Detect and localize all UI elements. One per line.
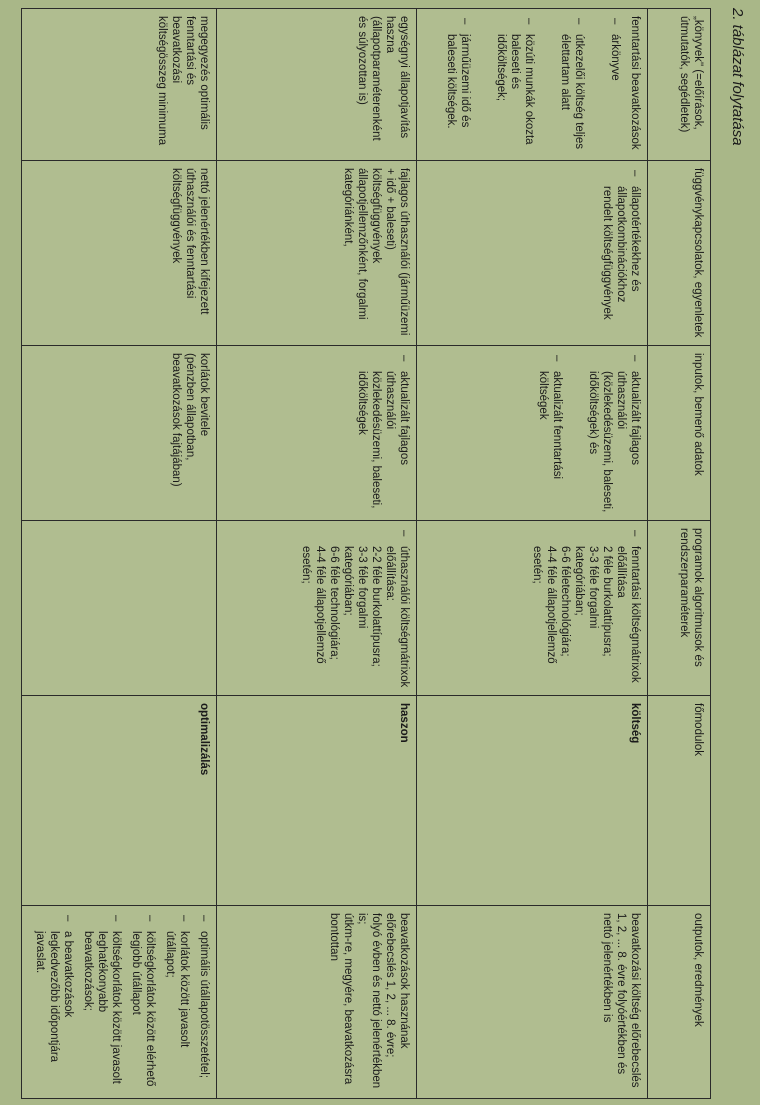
list-item: – a beavatkozások legkedvezőbb időpontjára javaslat.	[33, 913, 75, 1091]
table-cell	[417, 696, 648, 906]
table-cell	[417, 906, 648, 1099]
header-cell: outputok, eredmények	[648, 906, 711, 1099]
rotated-table-container	[31, 8, 711, 1098]
header-cell: inputok, bemenő adatok	[648, 346, 711, 521]
cell-text: fajlagos úthasználói (járműüzemi + idő + baleseti) költségfüggvények állapotjellemzőnként, forgalmi kategóriánként,	[342, 168, 410, 336]
cell-text: egységnyi állapotjavítás haszna (állapotparaméterenként és súlyozottan is)	[356, 16, 410, 141]
table-cell	[217, 696, 417, 906]
list-item: – járműüzemi idő és baleseti költségek.	[444, 16, 472, 153]
module-name: optimalizálás	[198, 703, 210, 776]
table-cell	[22, 161, 217, 346]
table-cell	[217, 521, 417, 696]
table-row	[217, 9, 417, 1099]
list-item: – optimális útállapotösszetétel;	[197, 913, 211, 1091]
list-item: – aktualizált fenntartási költségek	[536, 353, 564, 513]
list-item: – közúti munkák okozta baleseti és időköltségek;	[494, 16, 536, 153]
table-caption: 2. táblázat folytatása	[729, 8, 746, 146]
dash-list	[600, 168, 642, 338]
list-item: – költségkorlátok között elérhető legjobb útállapot	[129, 913, 157, 1091]
header-row	[648, 9, 711, 1099]
dash-list	[530, 528, 642, 688]
list-item: – költségkorlátok között javasolt leghatékonyabb beavatkozások;	[81, 913, 123, 1091]
list-item: – útkezelői költség teljes élettartam alatt	[558, 16, 586, 153]
dash-list	[355, 353, 411, 513]
cell-text: korlátok bevitele (pénzben állapotban, beavatkozások fajtájában)	[170, 353, 210, 487]
table-row	[22, 9, 217, 1099]
cell-text: beavatkozások hasznának előrebecslés 1, 2, ... 8. évre; folyó évben és nettó jelenértékben is; útkm-re, megyére, beavatkozásra bontottan	[328, 913, 410, 1089]
table-row	[417, 9, 648, 1099]
module-name: költség	[629, 703, 641, 744]
dash-list	[33, 913, 211, 1091]
module-name: haszon	[398, 703, 410, 743]
table-cell	[217, 346, 417, 521]
header-cell: „könyvek" (=előírások, útmutatók, segédletek)	[648, 9, 711, 161]
table-cell	[417, 161, 648, 346]
list-item: – árkönyve	[608, 16, 622, 153]
cell-text: fenntartási beavatkozások	[629, 16, 641, 150]
header-cell: függvénykapcsolatok, egyenletek	[648, 161, 711, 346]
list-item: – állapotértékekhez és állapotkombinációkhoz rendelt költségfüggvények	[600, 168, 642, 338]
cell-text: nettó jelenértékben kifejezett úthasználói és fenntartási költségfüggvények	[170, 168, 210, 315]
table-cell	[217, 906, 417, 1099]
cell-text: beavatkozási költség előrebecslés 1, 2, ... 8. évre folyóértékben és nettó jelenértékben is	[601, 913, 641, 1088]
cell-text: megegyezés optimális fenntartási és beavatkozási költségösszeg minimuma	[156, 16, 210, 146]
table-cell	[22, 696, 217, 906]
list-item: – aktualizált fajlagos úthasználói (közlekedésüzemi, baleseti, időköltségek) és	[586, 353, 642, 513]
table-cell	[217, 9, 417, 161]
list-item: – fenntartási költségmátrixok előállítása 2 féle burkolattípusra; 3-3 féle forgalmi kategóriában; 6-6 féletechnológiára; 4-4 féle állapotjellemző esetén;	[530, 528, 642, 688]
table-cell	[417, 346, 648, 521]
table-cell	[22, 521, 217, 696]
dash-list	[444, 16, 622, 153]
data-table	[21, 8, 711, 1099]
table-cell	[22, 9, 217, 161]
list-item: – úthasználói költségmátrixok előállítása: 2-2 féle burkolattípusra; 3-3 féle forgalmi kategóriában; 6-6 féle technológiára; 4-4 féle állapotjellemző esetén;	[299, 528, 411, 688]
table-cell	[22, 346, 217, 521]
list-item: – korlátok között javasolt útállapot;	[163, 913, 191, 1091]
header-cell: főmodulok	[648, 696, 711, 906]
header-cell: programok algoritmusok és rendszerparaméterek	[648, 521, 711, 696]
dash-list	[536, 353, 642, 513]
list-item: – aktualizált fajlagos úthasználói közlekedésüzemi, baleseti, időköltségek	[355, 353, 411, 513]
table-cell	[217, 161, 417, 346]
table-cell	[22, 906, 217, 1099]
table-cell	[417, 521, 648, 696]
dash-list	[299, 528, 411, 688]
table-cell	[417, 9, 648, 161]
